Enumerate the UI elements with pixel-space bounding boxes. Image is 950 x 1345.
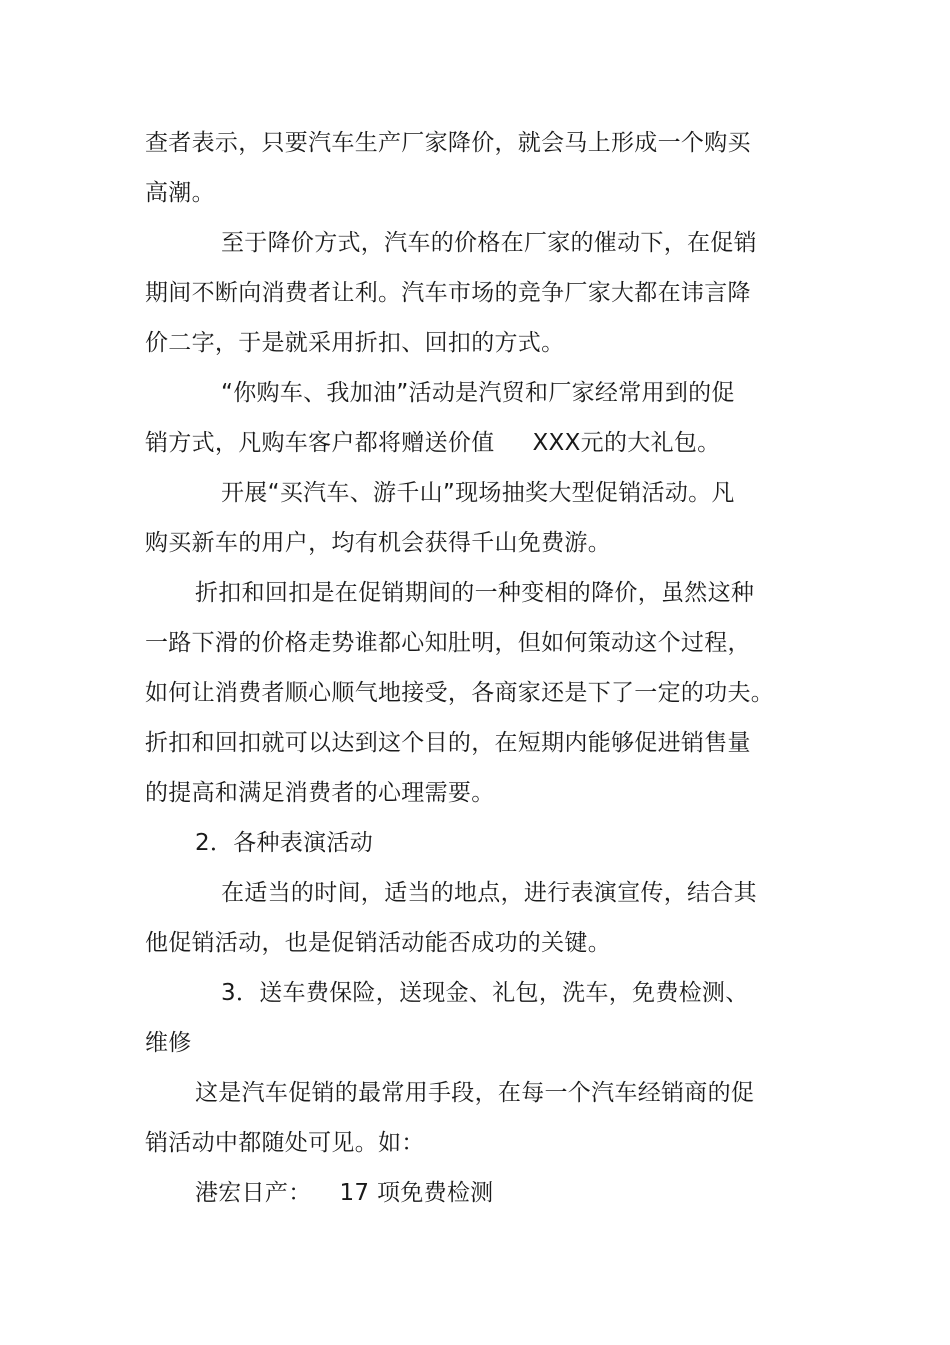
paragraph-line: 如何让消费者顺心顺气地接受，各商家还是下了一定的功夫。 xyxy=(145,680,775,706)
paragraph-text: 港宏日产： xyxy=(195,1180,312,1206)
paragraph-line: 在适当的时间，适当的地点，进行表演宣传，结合其 xyxy=(221,880,757,906)
paragraph-line: 价二字，于是就采用折扣、回扣的方式。 xyxy=(145,330,565,356)
paragraph-line: 销活动中都随处可见。如： xyxy=(145,1130,425,1156)
paragraph-line: 折扣和回扣是在促销期间的一种变相的降价，虽然这种 xyxy=(195,580,755,606)
paragraph-line: 一路下滑的价格走势谁都心知肚明，但如何策动这个过程， xyxy=(145,630,751,656)
paragraph-line: 查者表示，只要汽车生产厂家降价，就会马上形成一个购买 xyxy=(145,130,751,156)
paragraph-line: “你购车、我加油”活动是汽贸和厂家经常用到的促 xyxy=(221,380,735,406)
paragraph-line: 他促销活动，也是促销活动能否成功的关键。 xyxy=(145,930,611,956)
paragraph-text: XXX元的大礼包。 xyxy=(532,430,721,456)
paragraph-line: 购买新车的用户，均有机会获得千山免费游。 xyxy=(145,530,611,556)
paragraph-line: 至于降价方式，汽车的价格在厂家的催动下，在促销 xyxy=(221,230,757,256)
paragraph-line xyxy=(195,1178,493,1208)
paragraph-line: 高潮。 xyxy=(145,180,215,206)
paragraph-line: 的提高和满足消费者的心理需要。 xyxy=(145,780,495,806)
section-heading: 维修 xyxy=(145,1030,192,1056)
paragraph-line: 期间不断向消费者让利。汽车市场的竞争厂家大都在讳言降 xyxy=(145,280,751,306)
section-heading: 2．各种表演活动 xyxy=(195,830,374,856)
paragraph-text: 销方式，凡购车客户都将赠送价值 xyxy=(145,430,495,456)
paragraph-line: 开展“买汽车、游千山”现场抽奖大型促销活动。凡 xyxy=(221,480,735,506)
paragraph-line: 折扣和回扣就可以达到这个目的，在短期内能够促进销售量 xyxy=(145,730,751,756)
paragraph-line: 这是汽车促销的最常用手段，在每一个汽车经销商的促 xyxy=(195,1080,755,1106)
paragraph-text: 17 项免费检测 xyxy=(339,1180,494,1206)
section-heading: 3．送车费保险，送现金、礼包，洗车，免费检测、 xyxy=(221,980,749,1006)
paragraph-line xyxy=(145,428,720,458)
